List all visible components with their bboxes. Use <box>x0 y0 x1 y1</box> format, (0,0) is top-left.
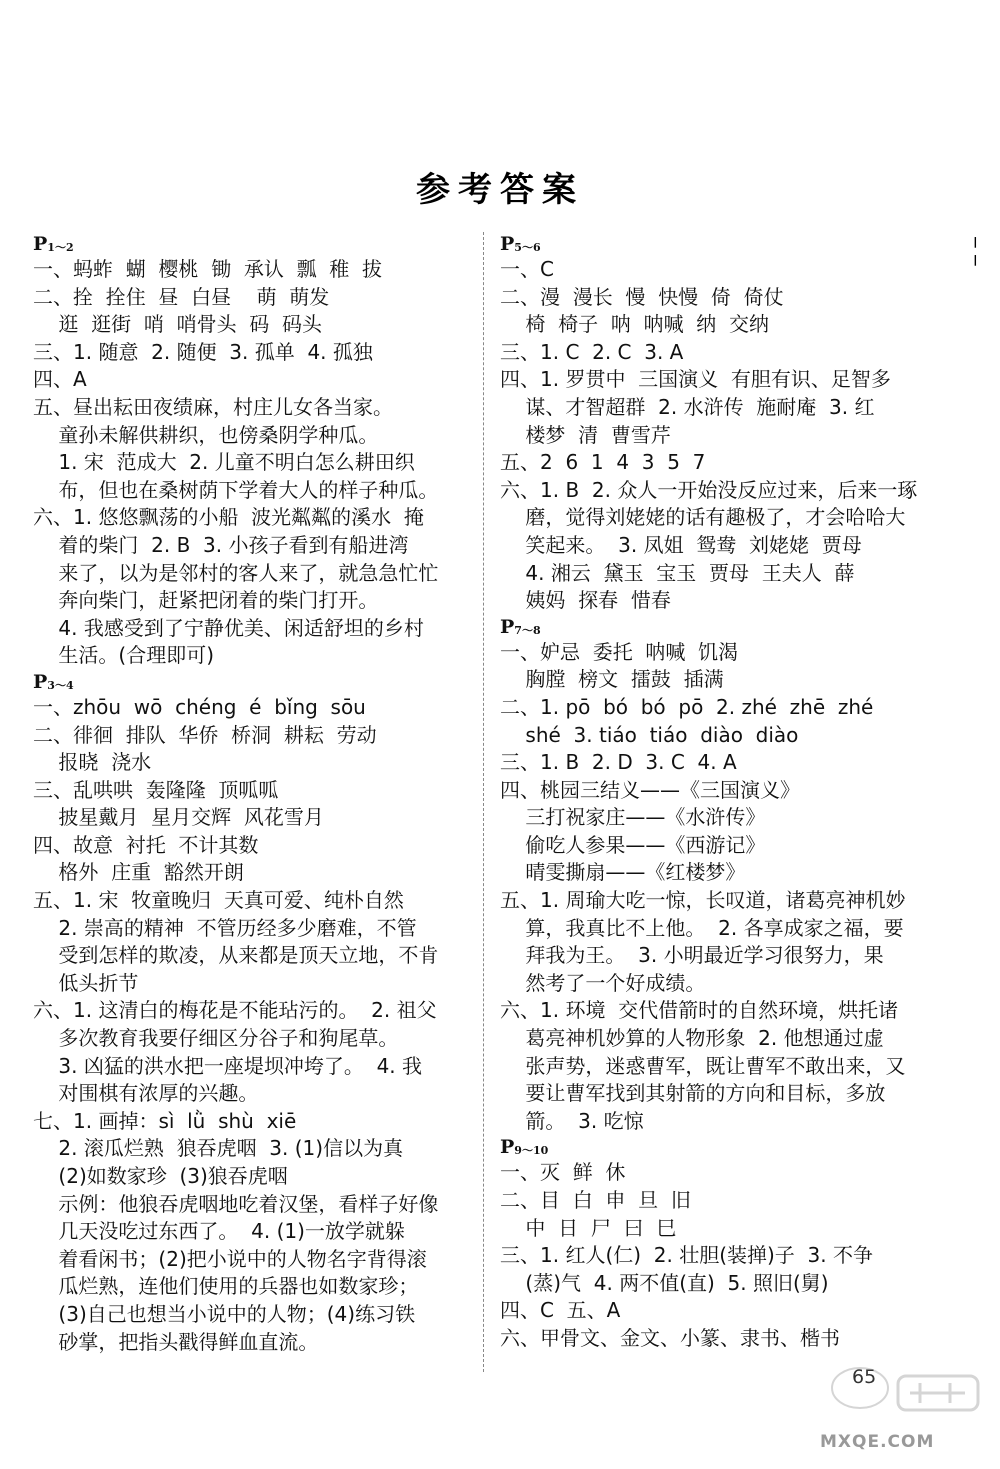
answer-line: 六、甲骨文、金文、小篆、隶书、楷书 <box>500 1325 840 1350</box>
answer-line: 五、2 6 1 4 3 5 7 <box>500 450 706 475</box>
answer-line: 生活。(合理即可) <box>33 643 215 668</box>
answer-line: 三、1. 红人(仁) 2. 壮胆(装掸)子 3. 不争 <box>500 1243 873 1268</box>
answer-line: 姨妈 探春 惜春 <box>500 588 671 613</box>
answer-line: 六、1. 这清白的梅花是不能玷污的。 2. 祖父 <box>33 998 437 1023</box>
answer-line: shé 3. tiáo tiáo diào diào <box>500 722 799 747</box>
left-column <box>33 232 468 1356</box>
answer-line: 偷吃人参果——《西游记》 <box>500 832 766 857</box>
answer-line: 拜我为王。 3. 小明最近学习很努力，果 <box>500 943 884 968</box>
answer-line: 二、漫 漫长 慢 快慢 倚 倚仗 <box>500 284 784 309</box>
right-column <box>500 232 940 1353</box>
page-number: 65 <box>852 1366 877 1388</box>
answer-line: 着看闲书；(2)把小说中的人物名字背得滚 <box>33 1246 427 1271</box>
section-p5-6 <box>500 256 940 615</box>
answer-line: 笑起来。 3. 凤姐 鸳鸯 刘姥姥 贾母 <box>500 532 862 557</box>
section-heading-p3-4: $P_{3\sim 4}$ <box>33 670 74 693</box>
answer-line: 三、1. B 2. D 3. C 4. A <box>500 750 737 775</box>
section-p9-10 <box>500 1159 940 1352</box>
answer-line: 葛亮神机妙算的人物形象 2. 他想通过虚 <box>500 1026 884 1051</box>
answer-line: (蒸)气 4. 两不值(直) 5. 照旧(舅) <box>500 1270 829 1295</box>
answer-line: 晴雯撕扇——《红楼梦》 <box>500 860 746 885</box>
answer-line: 六、1. 环境 交代借箭时的自然环境，烘托诸 <box>500 998 899 1023</box>
answer-line: 2. 崇高的精神 不管历经多少磨难，不管 <box>33 915 417 940</box>
answer-line: 报晓 浇水 <box>33 750 152 775</box>
section-p3-4 <box>33 694 468 1356</box>
answer-line: 张声势，迷惑曹军，既让曹军不敢出来，又 <box>500 1053 906 1078</box>
answer-line: 4. 湘云 黛玉 宝玉 贾母 王夫人 薛 <box>500 560 855 585</box>
answer-line: 四、C 五、A <box>500 1298 621 1323</box>
answer-line: 六、1. B 2. 众人一开始没反应过来，后来一琢 <box>500 477 918 502</box>
answer-line: 受到怎样的欺凌，从来都是顶天立地，不肯 <box>33 943 439 968</box>
answer-line: 格外 庄重 豁然开朗 <box>33 860 244 885</box>
answer-line: 三、乱哄哄 轰隆隆 顶呱呱 <box>33 777 279 802</box>
answer-line: 要让曹军找到其射箭的方向和目标，多放 <box>500 1081 886 1106</box>
answer-line: 四、A <box>33 367 87 392</box>
answer-line: 箭。 3. 吃惊 <box>500 1108 644 1133</box>
answer-line: 着的柴门 2. B 3. 小孩子看到有船进湾 <box>33 532 409 557</box>
answer-line: 三、1. C 2. C 3. A <box>500 339 684 364</box>
answer-line: 一、zhōu wō chéng é bǐng sōu <box>33 694 366 719</box>
answer-line: 一、蚂蚱 蝴 樱桃 锄 承认 瓢 稚 拔 <box>33 257 383 281</box>
answer-line: 中 日 尸 曰 巳 <box>500 1215 677 1240</box>
answer-line: 披星戴月 星月交辉 风花雪月 <box>33 805 324 830</box>
answer-line: 一、C <box>500 257 554 281</box>
answer-line: 一、妒忌 委托 呐喊 饥渴 <box>500 639 739 664</box>
answer-line: 奔向柴门，赶紧把闭着的柴门打开。 <box>33 588 379 613</box>
answer-line: 逛 逛街 哨 哨骨头 码 码头 <box>33 312 323 337</box>
answer-line: 五、1. 宋 牧童晚归 天真可爱、纯朴自然 <box>33 888 404 913</box>
answer-line: 来了，以为是邻村的客人来了，就急急忙忙 <box>33 560 439 585</box>
answer-line: 五、昼出耘田夜绩麻，村庄儿女各当家。 <box>33 394 393 419</box>
answer-line: 胸膛 榜文 擂鼓 插满 <box>500 667 724 692</box>
column-divider <box>483 232 484 1372</box>
answer-line: 四、故意 衬托 不计其数 <box>33 832 259 857</box>
margin-marks: ╵ ╵ <box>970 238 981 277</box>
section-p7-8 <box>500 639 940 1136</box>
answer-line: 布，但也在桑树荫下学着大人的样子种瓜。 <box>33 477 439 502</box>
answer-line: 对围棋有浓厚的兴趣。 <box>33 1081 259 1106</box>
answer-line: 五、1. 周瑜大吃一惊，长叹道，诸葛亮神机妙 <box>500 888 906 913</box>
answer-line: (3)自己也想当小说中的人物；(4)练习铁 <box>33 1301 416 1326</box>
answer-line: 几天没吃过东西了。 4. (1)一放学就躲 <box>33 1219 405 1244</box>
answer-line: 4. 我感受到了宁静优美、闲适舒坦的乡村 <box>33 615 424 640</box>
answer-line: 磨，觉得刘姥姥的话有趣极了，才会哈哈大 <box>500 505 906 530</box>
answer-line: 低头折节 <box>33 970 139 995</box>
answer-line: 椅 椅子 呐 呐喊 纳 交纳 <box>500 312 770 337</box>
answer-line: 3. 凶猛的洪水把一座堤坝冲垮了。 4. 我 <box>33 1053 423 1078</box>
answer-line: 示例：他狼吞虎咽地吃着汉堡，看样子好像 <box>33 1191 439 1216</box>
answer-line: 童孙未解供耕织，也傍桑阴学种瓜。 <box>33 422 379 447</box>
answer-line: 1. 宋 范成大 2. 儿童不明白怎么耕田织 <box>33 450 415 475</box>
answer-line: 四、桃园三结义——《三国演义》 <box>500 777 800 802</box>
answer-line: 楼梦 清 曹雪芹 <box>500 422 671 447</box>
answer-line: 2. 滚瓜烂熟 狼吞虎咽 3. (1)信以为真 <box>33 1136 404 1161</box>
answer-line: (2)如数家珍 (3)狼吞虎咽 <box>33 1164 288 1188</box>
answer-line: 七、1. 画掉：sì lǜ shù xiē <box>33 1108 297 1133</box>
section-p1-2 <box>33 256 468 670</box>
section-heading-p7-8: $P_{7\sim 8}$ <box>500 615 541 638</box>
answer-line: 二、徘徊 排队 华侨 桥洞 耕耘 劳动 <box>33 722 377 747</box>
answer-line: 二、目 白 申 旦 旧 <box>500 1188 691 1212</box>
answer-line: 算，我真比不上他。 2. 各享成家之福，要 <box>500 915 904 940</box>
answer-line: 瓜烂熟，连他们使用的兵器也如数家珍； <box>33 1274 419 1299</box>
section-heading-p9-10: $P_{9\sim 10}$ <box>500 1136 549 1159</box>
section-heading-p1-2: $P_{1\sim 2}$ <box>33 233 74 255</box>
answer-line: 然考了一个好成绩。 <box>500 970 706 995</box>
section-heading-p5-6: $P_{5\sim 6}$ <box>500 233 541 255</box>
watermark-text: MXQE.COM <box>820 1432 935 1452</box>
answer-line: 砂掌，把指头戳得鲜血直流。 <box>33 1329 319 1354</box>
answer-line: 二、1. pō bó bó pō 2. zhé zhē zhé <box>500 694 874 719</box>
answer-line: 四、1. 罗贯中 三国演义 有胆有识、足智多 <box>500 367 891 392</box>
answer-line: 一、灭 鲜 休 <box>500 1160 626 1185</box>
page-title: 参考答案 <box>416 170 584 210</box>
answer-line: 二、拴 拴住 昼 白昼 萌 萌发 <box>33 284 330 309</box>
answer-line: 三打祝家庄——《水浒传》 <box>500 805 766 830</box>
watermark-logo-icon <box>820 1358 990 1438</box>
answer-line: 多次教育我要仔细区分谷子和狗尾草。 <box>33 1026 399 1051</box>
answer-line: 谋、才智超群 2. 水浒传 施耐庵 3. 红 <box>500 394 875 419</box>
answer-line: 三、1. 随意 2. 随便 3. 孤单 4. 孤独 <box>33 339 373 364</box>
answer-line: 六、1. 悠悠飘荡的小船 波光粼粼的溪水 掩 <box>33 505 424 530</box>
